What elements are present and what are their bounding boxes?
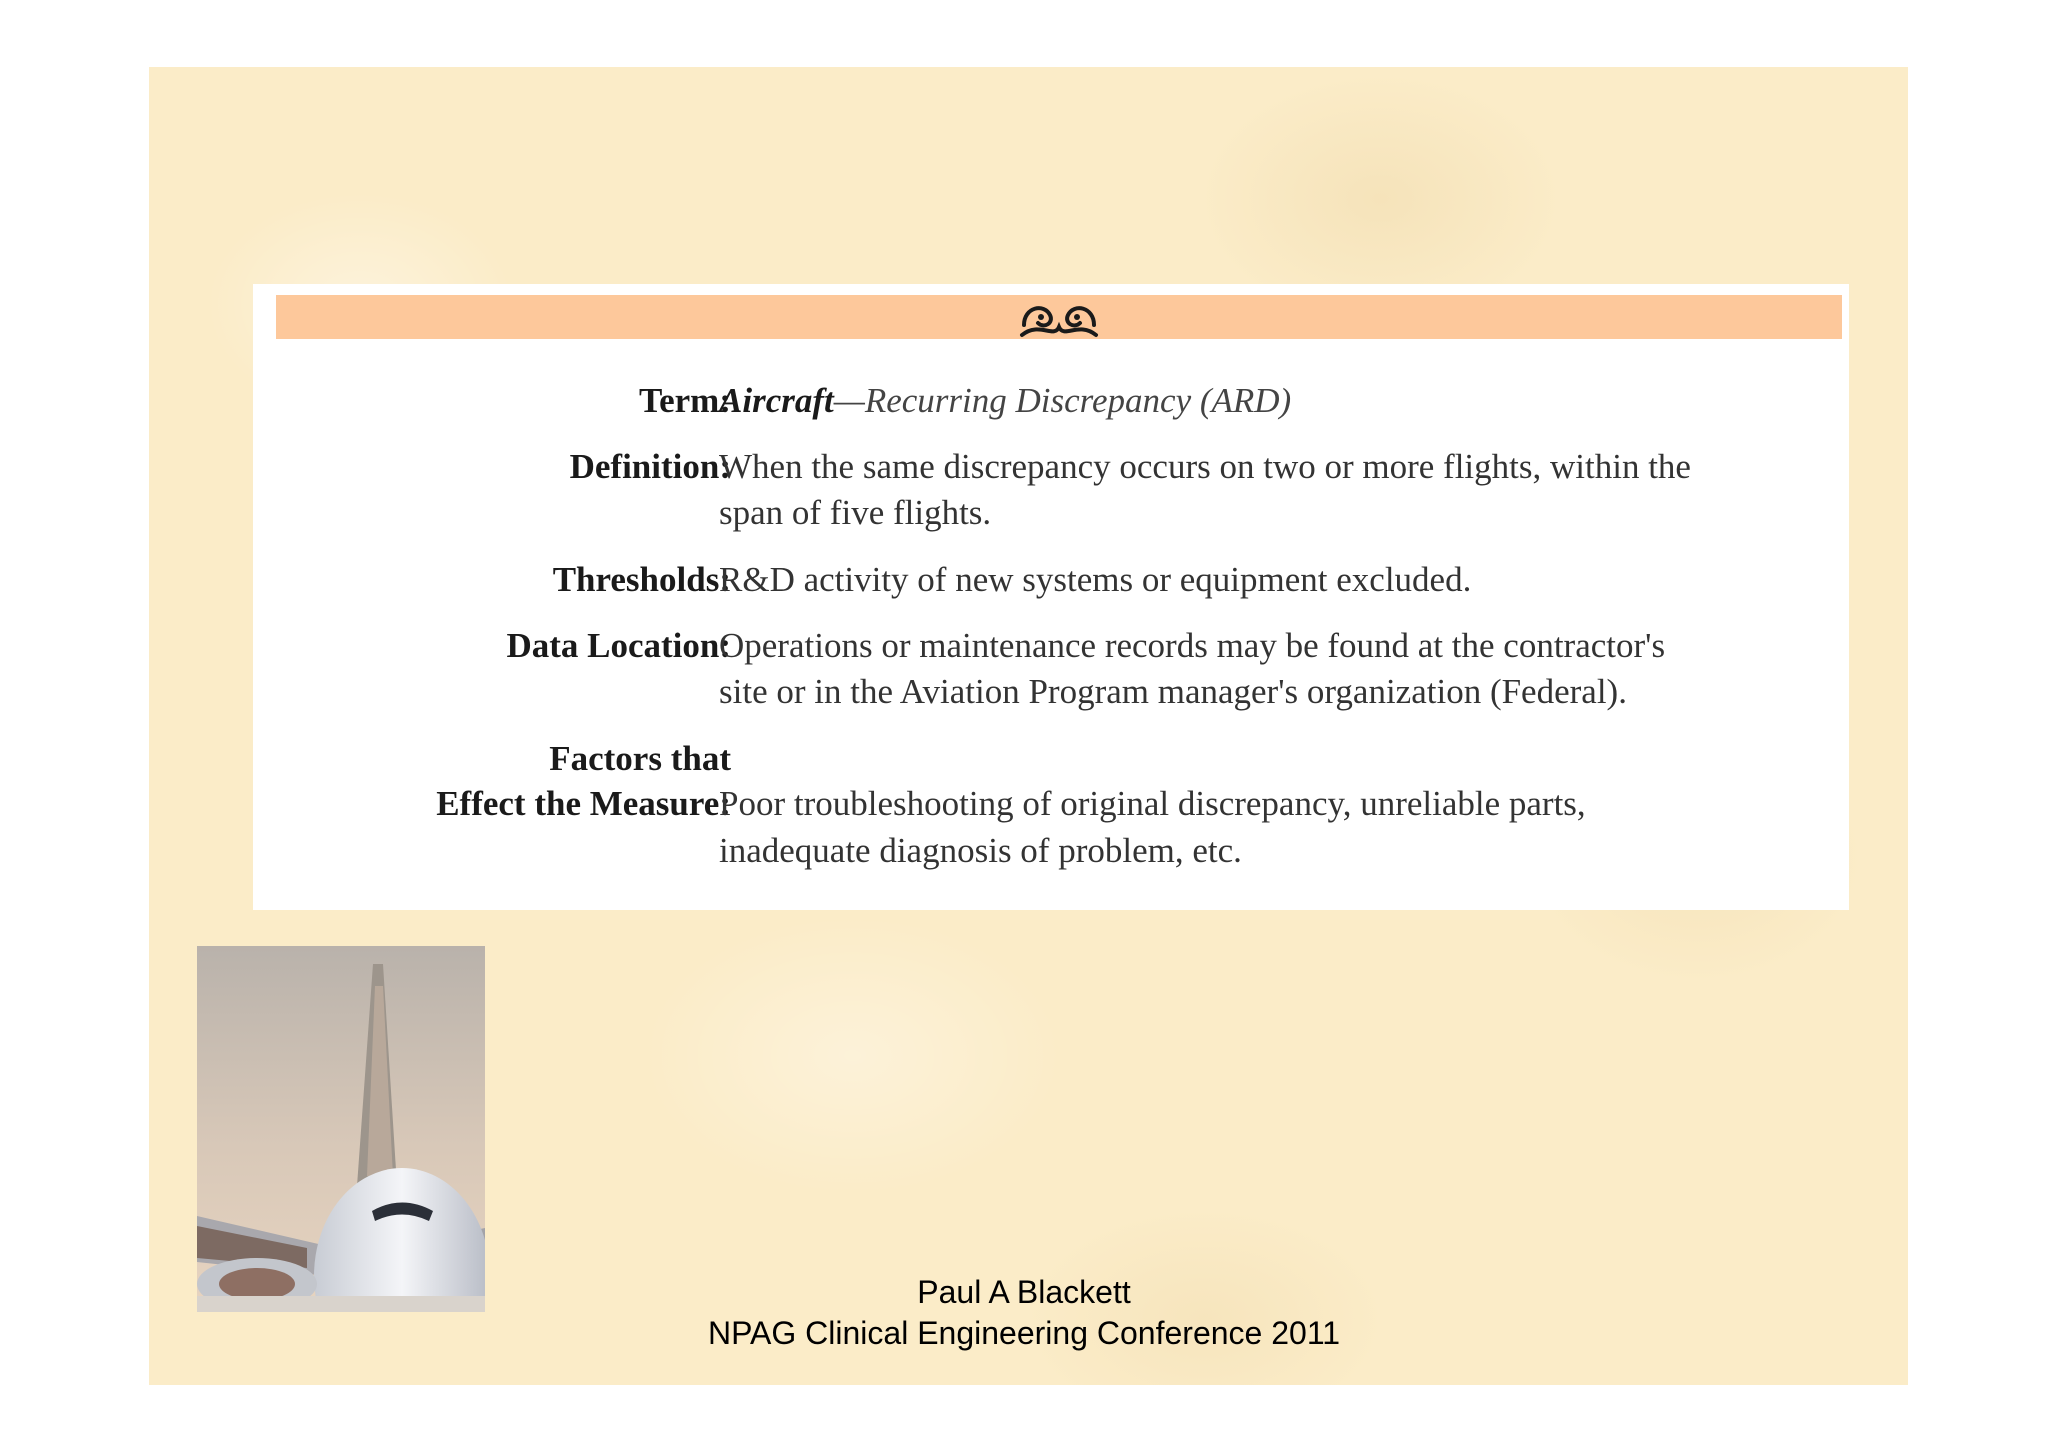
definition-line-2: span of five flights. <box>719 493 992 532</box>
definition-line-1: When the same discrepancy occurs on two or more flights, within the <box>719 447 1691 486</box>
term-label: Term: <box>638 381 731 420</box>
factors-line-2: inadequate diagnosis of problem, etc. <box>719 831 1242 870</box>
footer-event: NPAG Clinical Engineering Conference 2011 <box>707 1315 1341 1351</box>
thresholds-value: R&D activity of new systems or equipment excluded. <box>719 560 1472 599</box>
header-banner <box>276 295 1842 339</box>
factors-label-line-1: Factors that <box>549 739 731 778</box>
airplane-photo <box>197 946 485 1312</box>
factors-line-1: Poor troubleshooting of original discrepancy, unreliable parts, <box>719 784 1586 823</box>
thresholds-label: Thresholds: <box>552 560 731 599</box>
term-subtitle: Recurring Discrepancy (ARD) <box>864 381 1292 420</box>
term-dash: — <box>833 381 865 420</box>
data-location-line-1: Operations or maintenance records may be found at the contractor's <box>719 626 1666 665</box>
footer-author: Paul A Blackett <box>917 1274 1131 1310</box>
term-value <box>719 378 1834 424</box>
scroll-ornament-icon <box>1014 295 1104 345</box>
factors-label-line-2: Effect the Measure: <box>436 784 731 823</box>
definition-card <box>253 284 1849 910</box>
data-location-label: Data Location: <box>506 626 731 665</box>
data-location-line-2: site or in the Aviation Program manager's organization (Federal). <box>719 672 1627 711</box>
definition-label: Definition: <box>569 447 731 486</box>
term-name: Aircraft <box>719 381 834 420</box>
